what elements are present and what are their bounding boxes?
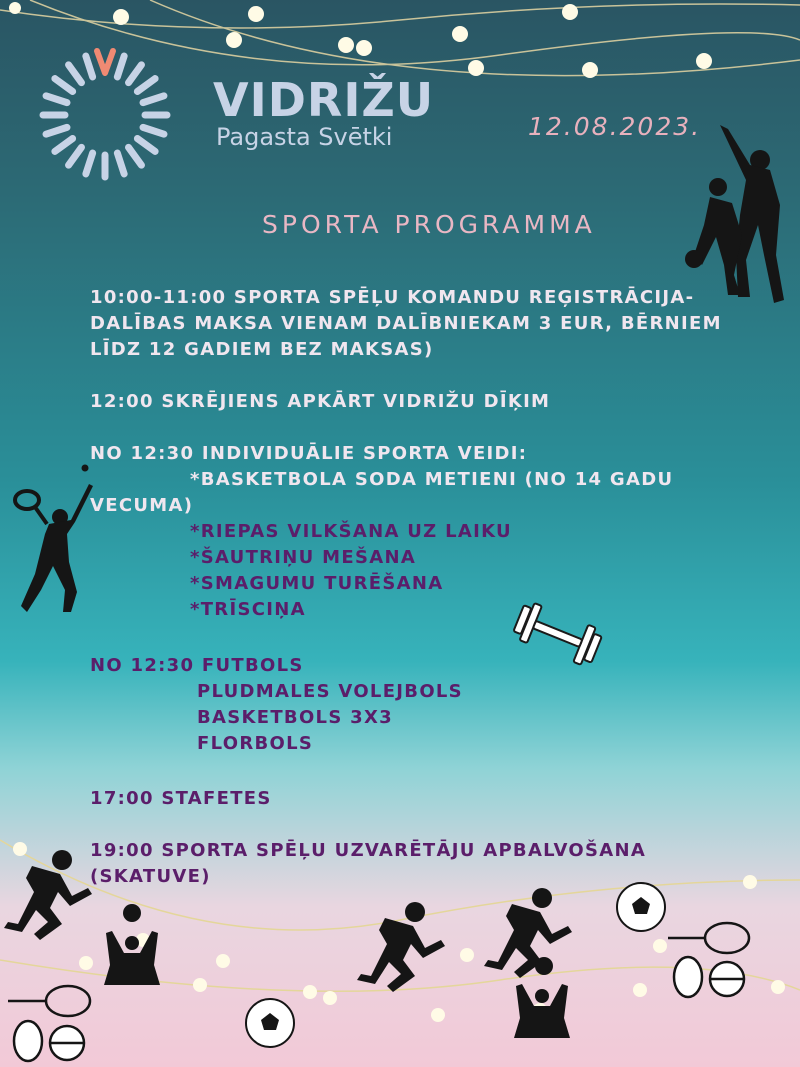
individual-item: *BASKETBOLA SODA METIENI (NO 14 GADU — [190, 469, 674, 490]
individual-title: NO 12:30 INDIVIDUĀLIE SPORTA VEIDI: — [90, 443, 528, 464]
team-sports-line: BASKETBOLS 3X3 — [197, 707, 393, 728]
brand-title: VIDRIŽU — [213, 73, 435, 127]
registration-line-3: LĪDZ 12 GADIEM BEZ MAKSAS) — [90, 339, 434, 360]
runner-icon — [357, 902, 445, 992]
brand-subtitle: Pagasta Svētki — [216, 123, 393, 151]
relay-line: 17:00 STAFETES — [90, 788, 272, 809]
individual-item: *SMAGUMU TURĒŠANA — [190, 573, 444, 594]
page-title: SPORTA PROGRAMMA — [262, 210, 596, 239]
event-date: 12.08.2023. — [528, 112, 702, 141]
individual-item: *ŠAUTRIŅU MEŠANA — [190, 547, 417, 568]
registration-line-1: 10:00-11:00 SPORTA SPĒĻU KOMANDU REĢISTRĀCIJA- — [90, 287, 695, 308]
individual-item: *TRĪSCIŅA — [190, 599, 306, 620]
awards-line: (SKATUVE) — [90, 866, 211, 887]
run-line: 12:00 SKRĒJIENS APKĀRT VIDRIŽU DĪĶIM — [90, 391, 551, 412]
team-sports-line: FLORBOLS — [197, 733, 314, 754]
awards-line: 19:00 SPORTA SPĒĻU UZVARĒTĀJU APBALVOŠANA — [90, 840, 647, 861]
team-sports-line: NO 12:30 FUTBOLS — [90, 655, 304, 676]
runner-icon — [484, 888, 572, 978]
team-sports-line: PLUDMALES VOLEJBOLS — [197, 681, 463, 702]
volleyball-player-icon — [104, 904, 160, 985]
individual-item: VECUMA) — [90, 495, 194, 516]
soccer-ball-icon — [246, 883, 665, 1047]
individual-item: *RIEPAS VILKŠANA UZ LAIKU — [190, 521, 512, 542]
registration-line-2: DALĪBAS MAKSA VIENAM DALĪBNIEKAM 3 EUR, BĒRNIEM — [90, 313, 722, 334]
runner-icon — [4, 850, 92, 940]
